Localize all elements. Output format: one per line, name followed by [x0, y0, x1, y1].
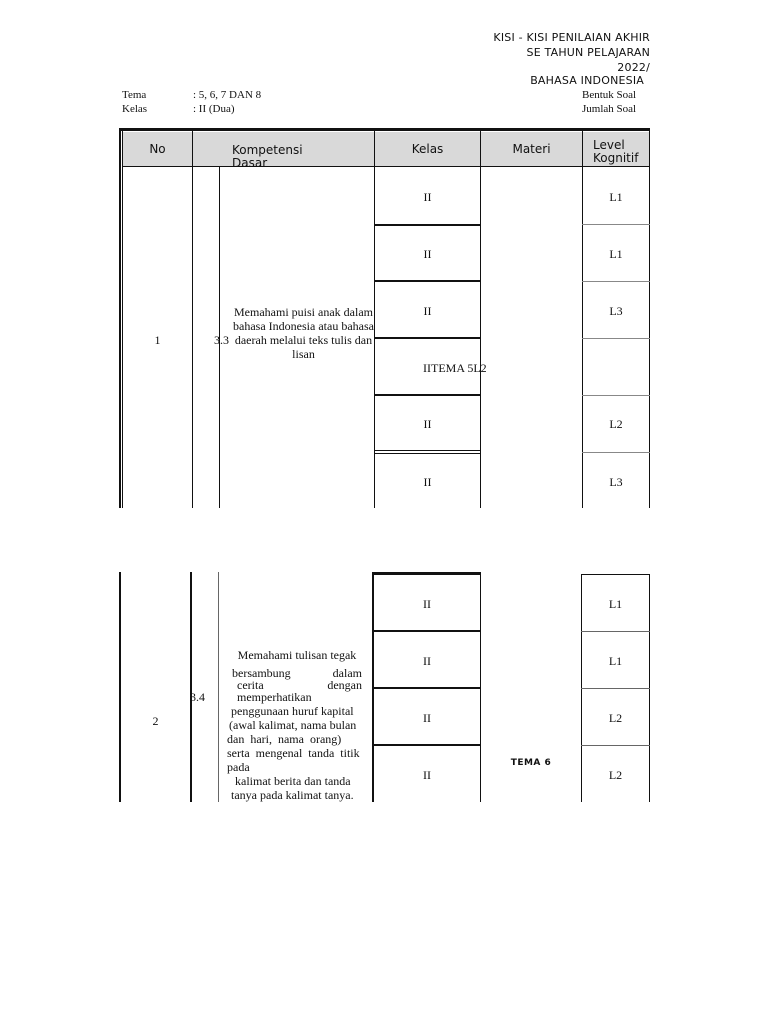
table2-kelas-top: [372, 572, 481, 575]
kelas-row-divider: [374, 337, 481, 339]
doc-title: KISI - KISI PENILAIAN AKHIR: [493, 31, 650, 44]
header-kd-line2: Dasar: [232, 156, 268, 167]
level-row-divider: [582, 281, 650, 282]
row2-level-cell: L1: [608, 653, 623, 668]
row1-kd-line: lisan: [292, 347, 315, 361]
level-row-divider: [582, 452, 650, 453]
col-line-no: [192, 131, 193, 508]
row2-materi: TEMA 6: [510, 758, 552, 768]
table2-level-top: [581, 574, 650, 575]
header-kd-line1: Kompetensi: [232, 144, 303, 157]
table2-level-divider: [581, 688, 650, 689]
kelas-row-divider: [374, 453, 481, 454]
tema-label: Tema: [122, 89, 147, 101]
kelas-row-divider: [374, 450, 481, 451]
row2-level-cell: L1: [608, 596, 623, 611]
doc-subject: BAHASA INDONESIA: [530, 74, 644, 87]
header-level-kognitif: [593, 139, 638, 165]
row1-kelas-cell: II: [423, 416, 432, 431]
row1-kd-line: daerah melalui teks tulis dan: [234, 333, 373, 347]
row2-kd-line: (awal kalimat, nama bulan: [229, 718, 357, 732]
bentuk-soal-label: Bentuk Soal: [582, 89, 637, 101]
row1-level-cell: L1: [609, 246, 623, 261]
row1-kelas-cell: II: [423, 303, 432, 318]
row1-level-cell: [583, 358, 649, 378]
table2-col-code: [218, 572, 219, 802]
table-left-border: [119, 128, 121, 508]
row2-kelas-cell: II: [423, 710, 431, 725]
row2-kd-word: cerita: [237, 678, 264, 692]
doc-year: 2022/: [617, 61, 650, 74]
row1-level-cell: L3: [609, 303, 623, 318]
row1-level-cell: L2: [609, 416, 623, 431]
row1-kelas-cell: IITEMA 5L2: [423, 361, 487, 375]
row2-kd-line: memperhatikan: [237, 690, 312, 704]
row2-kd-text: [227, 648, 367, 802]
header-level-line2: Kognitif: [593, 151, 639, 165]
header-no: No: [123, 132, 192, 166]
level-row-divider: [582, 395, 650, 396]
table2-level-divider: [581, 631, 650, 632]
row2-kd-line: Memahami tulisan tegak: [237, 648, 357, 662]
kelas-label: Kelas: [122, 103, 148, 115]
table2-level-divider: [581, 745, 650, 746]
row1-level-cell: L3: [609, 474, 623, 489]
header-kelas: Kelas: [375, 132, 480, 166]
row2-kelas-cell: II: [423, 596, 431, 611]
header-level-line1: Level: [593, 138, 625, 152]
kelas-value: : II (Dua): [193, 103, 235, 115]
row2-kd-word: dalam: [332, 666, 362, 680]
row2-no: 2: [152, 713, 159, 728]
table-left-border-inner: [122, 131, 123, 508]
row2-level-cell: L2: [608, 767, 623, 782]
header-materi: Materi: [481, 132, 582, 166]
row2-kd-line: [227, 680, 367, 690]
kelas-row-divider: [374, 224, 481, 226]
row2-kelas-cell: II: [423, 767, 431, 782]
row2-kd-line: kalimat berita dan tanda: [235, 774, 351, 788]
row2-kd-word: dengan: [327, 678, 362, 692]
row1-kd-text: [232, 305, 375, 361]
row2-kd-line: tanya pada kalimat tanya.: [231, 788, 354, 802]
col-line-kelas: [480, 131, 481, 508]
doc-subtitle: SE TAHUN PELAJARAN: [526, 46, 650, 59]
table2-kelas-divider: [372, 687, 481, 689]
level-row-divider: [582, 338, 650, 339]
header-kompetensi-dasar: [232, 144, 303, 167]
table2-left-border: [119, 572, 121, 802]
table-top-border: [119, 128, 650, 131]
row2-kd-code: 3.4: [190, 690, 205, 704]
row1-kelas-cell: II: [423, 246, 432, 261]
kelas-row-divider: [374, 280, 481, 282]
row2-kd-line: pada: [227, 760, 250, 774]
row1-kelas-cell: II: [423, 189, 432, 204]
row1-kelas-cell: II: [423, 474, 432, 489]
table2-col-no: [190, 572, 192, 802]
row1-no: 1: [154, 332, 161, 347]
row2-level-cell: L2: [608, 710, 623, 725]
row1-kd-line: bahasa Indonesia atau bahasa: [233, 319, 374, 333]
row2-kelas-cell: II: [423, 653, 431, 668]
row1-kd-line: Memahami puisi anak dalam: [234, 305, 373, 319]
row2-kd-line: penggunaan huruf kapital: [231, 704, 354, 718]
row2-kd-word: bersambung: [232, 666, 291, 680]
kelas-row-divider: [374, 394, 481, 396]
header-bottom-border: [122, 166, 650, 167]
jumlah-soal-label: Jumlah Soal: [582, 103, 637, 115]
row1-level-cell: L1: [609, 189, 623, 204]
row2-kd-line: dan hari, nama orang): [227, 732, 342, 746]
level-row-divider: [582, 224, 650, 225]
table2-kelas-divider: [372, 630, 481, 632]
table2-kelas-divider: [372, 744, 481, 746]
row2-kd-line: serta mengenal tanda titik: [227, 746, 360, 760]
tema-value: : 5, 6, 7 DAN 8: [193, 89, 262, 101]
row1-kd-code: 3.3: [214, 333, 229, 347]
